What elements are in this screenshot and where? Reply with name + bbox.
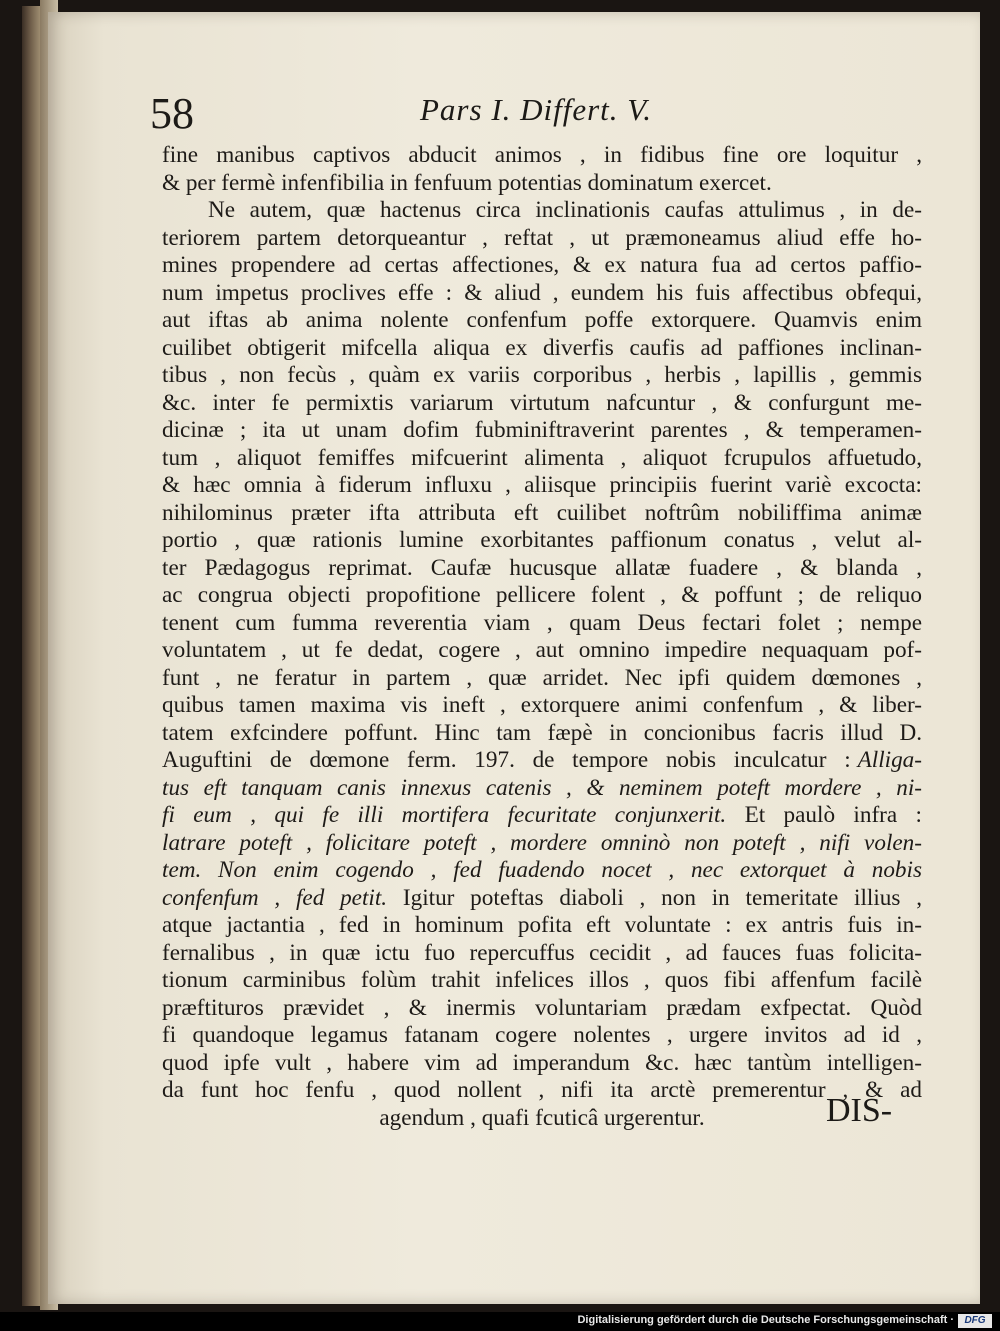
page-header bbox=[150, 88, 870, 148]
line-text: & per fermè infenfibilia in fenfuum potentias dominatum exercet. bbox=[162, 169, 772, 196]
text-line bbox=[162, 225, 922, 253]
line-text: ter Pædagogus reprimat. Caufæ hucusque allatæ fuadere , & blanda , bbox=[162, 554, 922, 581]
line-text: ac congrua objecti propofitione pellicere folent , & poffunt ; de reliquo bbox=[162, 582, 922, 608]
book-cover-edge bbox=[22, 6, 42, 1306]
text-line bbox=[162, 390, 922, 418]
line-text: funt , ne feratur in partem , quæ arridet. Nec ipfi quidem dœmones , bbox=[162, 664, 922, 691]
line-text: teriorem partem detorqueantur , reftat , ut præmoneamus aliud effe ho- bbox=[162, 224, 922, 251]
text-line bbox=[162, 417, 922, 445]
text-line bbox=[162, 610, 922, 638]
footer-bar bbox=[0, 1312, 1000, 1331]
italic-quote: latrare poteft , folicitare poteft , mordere omninò non poteft , nifi volen- bbox=[162, 829, 922, 856]
text-line bbox=[162, 692, 922, 720]
line-text: num impetus proclives effe : & aliud , eundem his fuis affectibus obfequi, bbox=[162, 279, 922, 306]
text-line bbox=[162, 472, 922, 500]
text-line bbox=[162, 362, 922, 390]
text-line bbox=[162, 445, 922, 473]
line-text: atque jactantia , fed in hominum pofita eft voluntate : ex antris fuis in- bbox=[162, 912, 922, 938]
text-line bbox=[162, 197, 922, 225]
body-text bbox=[162, 142, 922, 1132]
line-text: dicinæ ; ita ut unam dofim fubminiftraverint parentes , & temperamen- bbox=[162, 417, 922, 443]
text-line bbox=[162, 1077, 922, 1105]
italic-quote: tus eft tanquam canis innexus catenis , & neminem poteft mordere , ni- bbox=[162, 774, 922, 801]
line-text: mines propendere ad certas affectiones, & ex natura fua ad certos paffio- bbox=[162, 252, 922, 278]
line-text: tenent cum fumma reverentia viam , quam Deus fectari folet ; nempe bbox=[162, 609, 922, 636]
text-line bbox=[162, 747, 922, 775]
line-text: portio , quæ rationis lumine exorbitantes paffionum conatus , velut al- bbox=[162, 527, 922, 553]
text-line bbox=[162, 830, 922, 858]
catchword: DIS- bbox=[826, 1092, 893, 1129]
italic-quote: Alliga- bbox=[857, 747, 922, 773]
line-text: Igitur poteftas diaboli , non in temeritate illius , bbox=[387, 884, 922, 911]
text-line bbox=[162, 775, 922, 803]
line-text: quod ipfe vult , habere vim ad imperandum &c. hæc tantùm intelligen- bbox=[162, 1049, 922, 1076]
line-text: fi quandoque legamus fatanam cogere nolentes , urgere invitos ad id , bbox=[162, 1022, 922, 1048]
running-head: Pars I. Differt. V. bbox=[420, 92, 652, 127]
page-number: 58 bbox=[150, 89, 194, 138]
text-line bbox=[162, 527, 922, 555]
line-text: aut iftas ab anima nolente confenfum poffe extorquere. Quamvis enim bbox=[162, 307, 922, 333]
line-text: tibus , non fecùs , quàm ex variis corporibus , herbis , lapillis , gemmis bbox=[162, 362, 922, 388]
text-line bbox=[162, 280, 922, 308]
italic-quote: tem. Non enim cogendo , fed fuadendo nocet , nec extorquet à nobis bbox=[162, 857, 922, 883]
text-line bbox=[162, 582, 922, 610]
text-line bbox=[162, 857, 922, 885]
line-text: Ne autem, quæ hactenus circa inclinationis caufas attulimus , in de- bbox=[208, 197, 922, 223]
line-text: Et paulò infra : bbox=[726, 802, 922, 828]
text-line bbox=[162, 885, 922, 913]
line-text: fine manibus captivos abducit animos , in fidibus fine ore loquitur , bbox=[162, 142, 922, 168]
text-line bbox=[162, 142, 922, 170]
text-line bbox=[162, 637, 922, 665]
dfg-logo: DFG bbox=[958, 1314, 992, 1328]
line-text: agendum , quafi fcuticâ urgerentur. bbox=[379, 1104, 705, 1131]
line-text: quibus tamen maxima vis ineft , extorquere animi confenfum , & liber- bbox=[162, 692, 922, 718]
text-line bbox=[162, 665, 922, 693]
line-text: & hæc omnia à fiderum influxu , aliisque principiis fuerint variè excocta: bbox=[162, 472, 922, 498]
text-line bbox=[162, 1105, 922, 1133]
line-text: tum , aliquot femiffes mifcuerint alimenta , aliquot fcrupulos affuetudo, bbox=[162, 444, 922, 471]
text-line bbox=[162, 940, 922, 968]
line-text: tionum carminibus folùm trahit infelices illos , quos fibi affenfum facilè bbox=[162, 967, 922, 993]
line-text: fernalibus , in quæ ictu fuo repercuffus cecidit , ad fauces fuas folicita- bbox=[162, 939, 922, 966]
text-line bbox=[162, 720, 922, 748]
text-line bbox=[162, 555, 922, 583]
text-line bbox=[162, 1022, 922, 1050]
text-line bbox=[162, 1050, 922, 1078]
line-text: nihilominus præter ifta attributa eft cuilibet noftrûm nobiliffima animæ bbox=[162, 499, 922, 526]
line-text: &c. inter fe permixtis variarum virtutum nafcuntur , & confurgunt me- bbox=[162, 389, 922, 416]
text-line bbox=[162, 335, 922, 363]
text-line bbox=[162, 967, 922, 995]
line-text: cuilibet obtigerit mifcella aliqua ex diverfis caufis ad paffiones inclinan- bbox=[162, 334, 922, 361]
text-line bbox=[162, 802, 922, 830]
line-text: Auguftini de dœmone ferm. 197. de tempore nobis inculcatur : bbox=[162, 747, 851, 773]
italic-quote: fi eum , qui fe illi mortifera fecuritate conjunxerit. bbox=[162, 802, 727, 828]
text-line bbox=[162, 912, 922, 940]
line-text: da funt hoc fenfu , quod nollent , nifi ita arctè premerentur , & ad bbox=[162, 1077, 922, 1103]
footer-credit: Digitalisierung gefördert durch die Deutsche Forschungsgemeinschaft · bbox=[577, 1314, 954, 1326]
text-line bbox=[162, 500, 922, 528]
text-line bbox=[162, 252, 922, 280]
text-line bbox=[162, 995, 922, 1023]
line-text: tatem exfcindere poffunt. Hinc tam fæpè in concionibus facris illud D. bbox=[162, 719, 922, 746]
text-line bbox=[162, 307, 922, 335]
line-text: præftituros prævidet , & inermis voluntariam prædam exfpectat. Quòd bbox=[162, 994, 922, 1021]
italic-quote: confenfum , fed petit. bbox=[162, 884, 388, 911]
text-line bbox=[162, 170, 922, 198]
line-text: voluntatem , ut fe dedat, cogere , aut omnino impedire nequaquam pof- bbox=[162, 637, 922, 663]
